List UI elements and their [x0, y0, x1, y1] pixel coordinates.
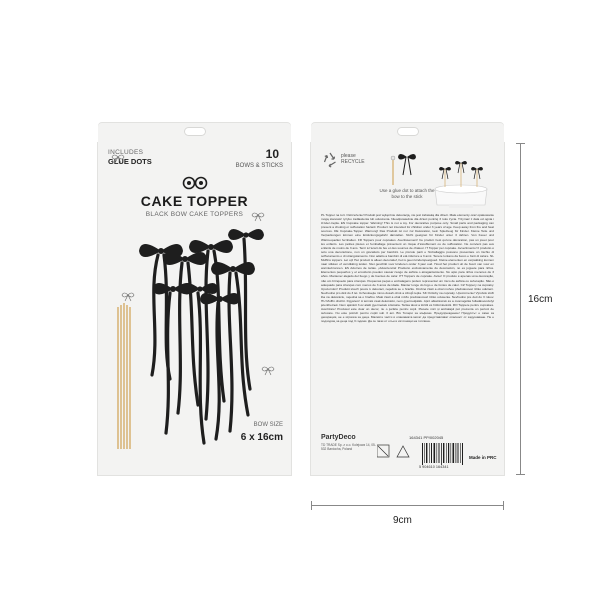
wooden-sticks	[118, 303, 130, 449]
includes-label: INCLUDES	[108, 149, 144, 156]
manufacturer-address: TD TRADE Sp. z o.o. Kolejowa 14, 05-532 Baniocha, Poland	[321, 443, 376, 451]
product-title: CAKE TOPPER	[140, 193, 249, 209]
width-dimension-line	[311, 505, 504, 506]
hang-tab	[311, 123, 504, 145]
height-dimension-cap-bottom	[516, 474, 525, 475]
multilingual-warnings-text: PL Topper na tort. Ostrzeżenie! Produkt jest wyłącznie dekoracją, nie jest zabawką dla dzieci. Małe elementy oraz opakowanie mogą stanowić ryzyko zadławienia lub uduszenia. Nieodpowiednie dla dzieci poniżej 3 roku życia. Trzymać z dala od ognia i źródeł ciepła. EN Cupcake topper. Warning! This is not a toy. For decorative purpose only. Small parts and packaging can present a choking or suffocation hazard. Product not intended for children under 3 years of age. Keep away from fire and heat sources. DE Cupcake-Topper. Warnung! Das Produkt ist nur zur Dekoration, kein Spielzeug für Kinder. Kleine Teile und Verpackungen können eine Erstickungsgefahr darstellen. Nicht geeignet für Kinder unter 3 Jahren. Von Feuer und Wärmequellen fernhalten. FR Toppers pour cupcakes. Avertissement! Ce produit n'est qu'une décoration, pas un jouet pour les enfants. Les petites pièces et l'emballage présentent un risque d'étouffement ou de suffocation. Ne convient pas aux enfants de moins de 3 ans. Tenir à l'écart du feu et des sources de chaleur. IT Topper per cupcake. Avvertimento! Il prodotto è solo una decorazione, non un giocattolo per bambini. Le piccole parti e l'imballaggio possono presentare un rischio di soffocamento o di strangolamento. Non adatto a bambini di età inferiore a 3 anni. Tenere lontano da fuoco e fonti di calore. NL Muffins toppers. Let op! Het product is alleen decoratief, het is geen kinderspeelgoed. Kleine elementen en verpakking kunnen naar stikken of verstikking leiden. Niet geschikt voor kinderen onder 3 jaar oud. Houd het product uit de buurt van vuur en warmtebronnen. ES Adornos de tartas. ¡Advertencia! Producto exclusivamente de decoración, no es juguete para niños. Elementos pequeños y el envoltorio pueden causar riesgo de asfixia o atragantamiento. No apto para niños menores de 3 años. Mantener alejado del fuego y de fuentes de calor. PT Toppers de cupcake. Aviso! O produto é apenas uma decoração, não um brinquedo para crianças. Pequenas peças e embalagens podem representar um risco de asfixia ou sufocação. Não é adequado para crianças com menos de 3 anos de idade. Manter longe do fogo e de fontes de calor. CZ Toppery na cupcaky. Upozornění! Produkt slouží pouze k dekoraci, nejedná se o hračku. Drobné části a obal mohou představovat riziko udušení. Nevhodné pro děti do 3 let. Uchovávejte mimo dosah ohně a zdrojů tepla. SK Ozdoby na cupcaky. Upozornenie! Výrobok slúži iba na dekoráciu, nejedná sa o hračku. Malé časti a obal môžu predstavovať riziko udusenia. Nevhodné pre deti do 3 rokov. HU Muffin díszítő. Figyelem! A termék csak dekoráció, nem gyermekjáték. Apró alkatrészek és a csomagolás fulladásveszélyt jelenthetnek. Nem ajánlott 3 év alatti gyermekek számára. Tartsa távol a tűztől és hőforrásoktól. RO Toppere pentru cupcakes. Avertizare! Produsul este doar un decor, nu o jucărie pentru copii. Piesele mici și ambalajul pot prezenta un pericol de sufocare. Nu este potrivit pentru copiii sub 3 ani. BG Топери за мъфини. Предупреждение! Продуктът е само за декорация, не е играчка за деца. Малките части и опаковката могат да представляват опасност от задушаване. Не е подходящ за деца под 3 години. Да се пази от огън и източници на топлина.	[321, 213, 494, 324]
recycling-triangle-icon	[397, 446, 409, 457]
product-codes: 164341 PP/002045	[409, 435, 444, 440]
age-warning-icon	[377, 445, 389, 457]
product-subtitle: BLACK BOW CAKE TOPPERS	[145, 211, 244, 218]
decor-bow-doodle-icon	[112, 155, 124, 163]
back-package-card	[311, 143, 504, 475]
assembly-guide-illustration	[389, 149, 493, 209]
small-bow-icon	[398, 154, 416, 175]
made-in-label: Made in PRC	[469, 455, 497, 460]
stick-with-glue-dot-icon	[391, 156, 395, 185]
height-dimension-label: 16cm	[528, 294, 553, 305]
count-label: BOWS & STICKS	[235, 163, 283, 169]
barcode-icon	[421, 443, 465, 465]
decor-bow-doodle-icon	[122, 293, 134, 301]
width-dimension-cap-left	[311, 501, 312, 510]
hang-tab	[98, 123, 291, 145]
brand-logo-text: PartyDeco	[321, 434, 356, 441]
height-dimension-cap-top	[516, 143, 525, 144]
recycle-label: please RECYCLE	[341, 153, 365, 165]
width-dimension-label: 9cm	[393, 515, 412, 526]
count-number: 10	[265, 147, 279, 161]
hang-hole	[397, 127, 419, 136]
bow-size-value: 6 x 16cm	[240, 432, 283, 443]
decor-bow-doodle-icon	[252, 213, 264, 221]
height-dimension-line	[520, 143, 521, 475]
width-dimension-cap-right	[503, 501, 504, 510]
bow-size-label: BOW SIZE	[253, 422, 283, 428]
barcode-number: 5 904610 164341	[419, 465, 449, 469]
hang-hole	[184, 127, 206, 136]
assembly-hint-text: Use a glue dot to attach the bow to the stick	[379, 188, 435, 199]
glue-dots-label: GLUE DOTS	[108, 157, 152, 166]
recycle-icon	[321, 151, 339, 169]
front-package-card	[98, 143, 291, 475]
decor-bow-doodle-icon	[262, 367, 274, 375]
decorated-cake-icon	[435, 161, 487, 208]
